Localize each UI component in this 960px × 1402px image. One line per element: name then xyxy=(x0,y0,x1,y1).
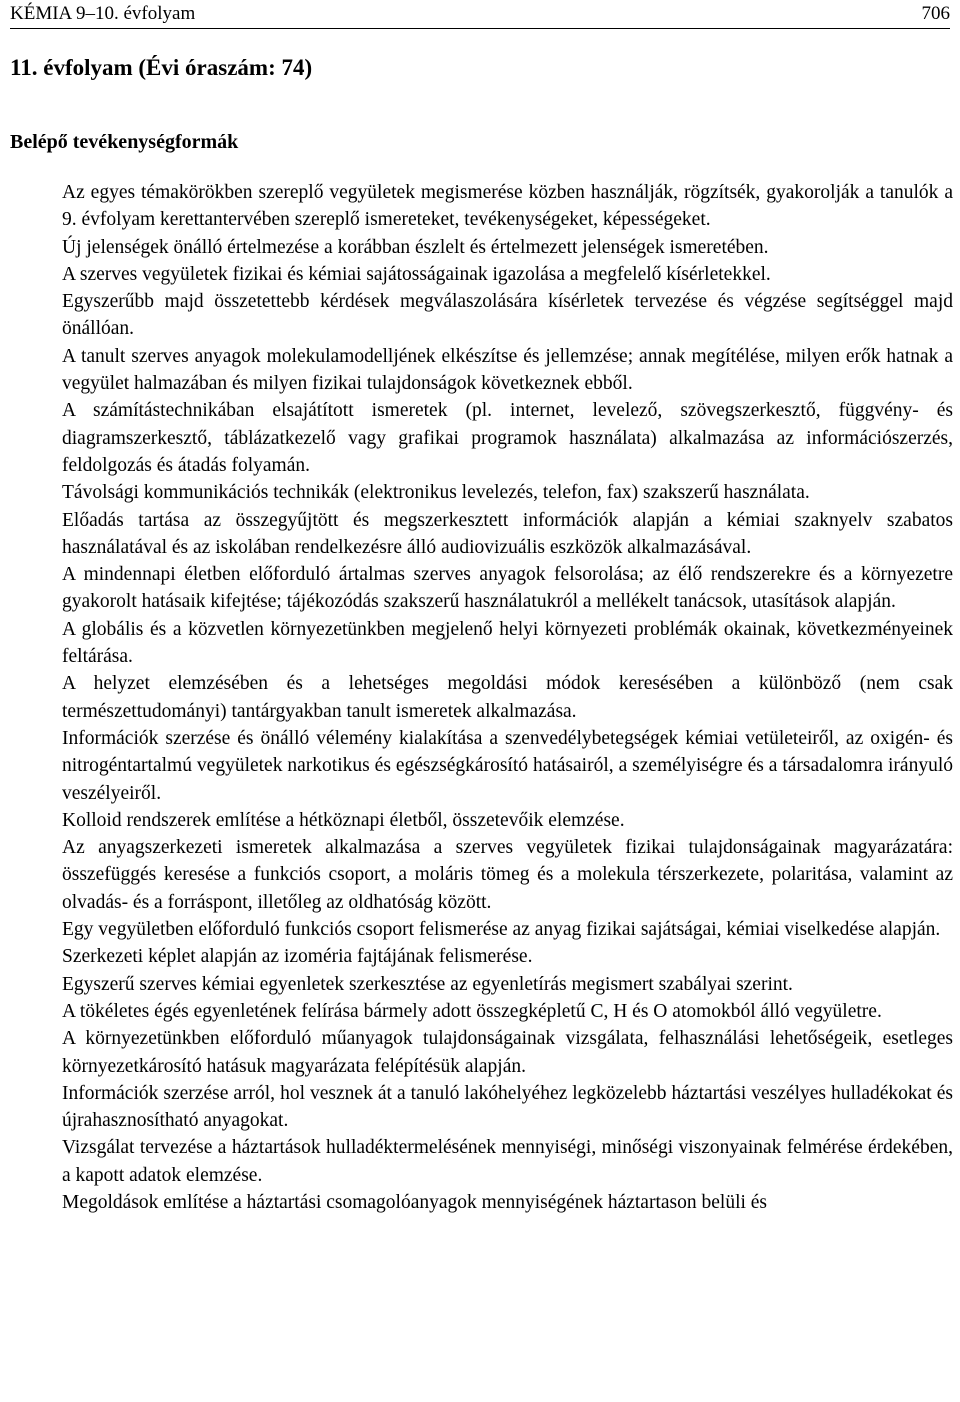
section-title: 11. évfolyam (Évi óraszám: 74) xyxy=(10,55,313,80)
header-rule xyxy=(10,28,950,29)
paragraph: Az egyes témakörökben szereplő vegyületek megismerése közben használják, rögzítsék, gyakorolják a tanulók a 9. évfolyam kerettantervében szereplő ismereteket, tevékenységeket, képességeket. xyxy=(62,182,953,231)
paragraph: Szerkezeti képlet alapján az izoméria fajtájának felismerése. xyxy=(62,946,533,968)
paragraph: A tökéletes égés egyenletének felírása bármely adott összegképletű C, H és O atomokból álló vegyületre. xyxy=(62,1000,882,1022)
paragraph: Új jelenségek önálló értelmezése a korábban észlelt és értelmezett jelenségek ismeretében. xyxy=(62,236,769,258)
page-header xyxy=(10,2,950,30)
paragraph: Megoldások említése a háztartási csomagolóanyagok mennyiségének háztartason belüli és xyxy=(62,1191,768,1213)
paragraph: Vizsgálat tervezése a háztartások hulladéktermelésének mennyiségi, minőségi viszonyainak felmérése érdekében, a kapott adatok elemzése. xyxy=(62,1137,953,1186)
paragraph: A mindennapi életben előforduló ártalmas szerves anyagok felsorolása; az élő rendszerekre és a környezetre gyakorolt hatásaik kifejtése; tájékozódás szakszerű használatukról a mellékelt tanácsok, utasítások alapján. xyxy=(62,564,953,613)
paragraph: A globális és a közvetlen környezetünkben megjelenő helyi környezeti problémák okainak, következményeinek feltárása. xyxy=(62,618,953,668)
page-number: 706 xyxy=(921,3,950,24)
header-title: KÉMIA 9–10. évfolyam xyxy=(10,3,196,24)
paragraph: Információk szerzése arról, hol vesznek át a tanuló lakóhelyéhez legközelebb háztartási veszélyes hulladékokat és újrahasznosítható anyagokat. xyxy=(62,1082,953,1132)
paragraph: Egy vegyületben előforduló funkciós csoport felismerése az anyag fizikai sajátságai, kémiai viselkedése alapján. xyxy=(62,919,941,941)
paragraph: Az anyagszerkezeti ismeretek alkalmazása a szerves vegyületek fizikai tulajdonságainak magyarázatára: összefüggés keresése a funkciós csoport, a moláris tömeg és a molekula térszerkezete, polaritása, valamint az olvadás- és a forráspont, illetőleg az oldhatóság között. xyxy=(62,837,953,913)
paragraph: Kolloid rendszerek említése a hétköznapi életből, összetevőik elemzése. xyxy=(62,809,625,831)
paragraph: Előadás tartása az összegyűjtött és megszerkesztett információk alapján a kémiai szaknyelv szabatos használatával és az iskolában rendelkezésre álló audiovizuális eszközök alkalmazásával. xyxy=(62,509,953,558)
paragraph: A szerves vegyületek fizikai és kémiai sajátosságainak igazolása a megfelelő kísérletekkel. xyxy=(62,263,771,285)
paragraph: A számítástechnikában elsajátított ismeretek (pl. internet, levelező, szövegszerkesztő, függvény- és diagramszerkesztő, táblázatkezelő vagy grafikai programok használata) alkalmazása az információszerzés, feldolgozás és átadás folyamán. xyxy=(62,400,953,476)
paragraph: Egyszerűbb majd összetettebb kérdések megválaszolására kísérletek tervezése és végzése segítséggel majd önállóan. xyxy=(62,291,953,340)
paragraph: A helyzet elemzésében és a lehetséges megoldási módok keresésében a különböző (nem csak természettudományi) tantárgyakban tanult ismeretek alkalmazása. xyxy=(62,673,953,722)
paragraph: Egyszerű szerves kémiai egyenletek szerkesztése az egyenletírás megismert szabályai szerint. xyxy=(62,973,793,995)
paragraph: A környezetünkben előforduló műanyagok tulajdonságainak vizsgálata, felhasználási lehetőségeik, esetleges környezetkárosító hatásuk magyarázata felépítésük alapján. xyxy=(62,1028,953,1077)
paragraph: Információk szerzése és önálló vélemény kialakítása a szenvedélybetegségek kémiai vetületeiről, az oxigén- és nitrogéntartalmú vegyületek narkotikus és egészségkárosító hatásairól, a személyiségre és a társadalomra irányuló veszélyeiről. xyxy=(62,727,953,804)
paragraph: Távolsági kommunikációs technikák (elektronikus levelezés, telefon, fax) szakszerű használata. xyxy=(62,482,810,504)
section-subtitle: Belépő tevékenységformák xyxy=(10,131,239,153)
body-text xyxy=(62,179,953,1216)
paragraph: A tanult szerves anyagok molekulamodelljének elkészítse és jellemzése; annak megítélése, milyen erők hatnak a vegyület halmazában és milyen fizikai tulajdonságok következnek ebből. xyxy=(62,345,953,395)
